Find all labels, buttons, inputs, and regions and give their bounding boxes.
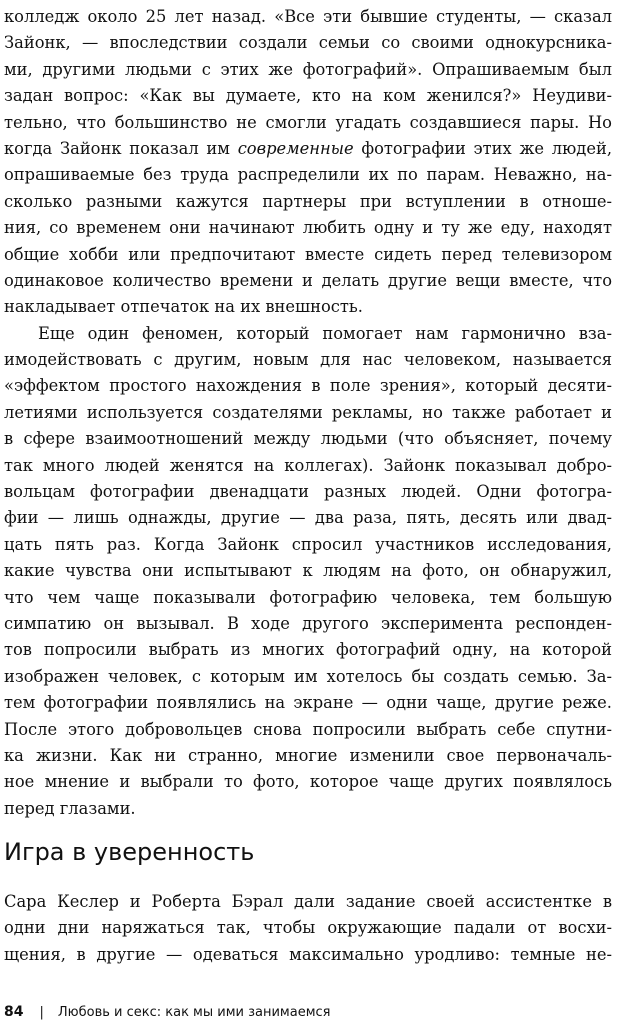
paragraph-2 <box>4 321 612 822</box>
text-line: После этого добровольцев снова попросили выбрать себе спутни- <box>4 719 612 739</box>
text-line: симпатию он вызывал. В ходе другого эксперимента респонден- <box>4 613 612 633</box>
text-line: ми, другими людьми с этих же фотографий». Опрашиваемым был <box>4 59 612 79</box>
text-line: колледж около 25 лет назад. «Все эти бывшие студенты, — сказал <box>4 7 612 26</box>
text-line: летиями используется создателями рекламы, но также работает и <box>4 402 612 422</box>
text-line <box>4 136 612 162</box>
text-line: имодействовать с другим, новым для нас человеком, называется <box>4 350 612 370</box>
text-line: Еще один феномен, который помогает нам гармонично вза- <box>38 323 612 343</box>
text-line: фии — лишь однажды, другие — два раза, пять, десять или двад- <box>4 508 612 528</box>
book-title: Любовь и секс: как мы ими занимаемся <box>57 1005 331 1020</box>
text-line: какие чувства они испытывают к людям на фото, он обнаружил, <box>4 561 612 581</box>
text-line: в сфере взаимоотношений между людьми (что объясняет, почему <box>4 429 612 449</box>
page-number: 84 <box>4 1004 24 1020</box>
text-fragment: фотографии этих же людей, <box>353 138 612 158</box>
paragraph-3 <box>4 889 612 968</box>
text-line: что чем чаще показывали фотографию человека, тем большую <box>4 587 612 607</box>
text-line: задан вопрос: «Как вы думаете, кто на ком женился?» Неудиви- <box>4 86 612 106</box>
text-line: Зайонк, — впоследствии создали семьи со своими однокурсника- <box>4 33 612 53</box>
section-heading: Игра в уверенность <box>4 838 255 866</box>
text-line: цать пять раз. Когда Зайонк спросил участников исследования, <box>4 534 612 554</box>
text-fragment: когда Зайонк показал им <box>4 138 238 158</box>
text-line: одинаковое количество времени и делать другие вещи вместе, что <box>4 270 612 290</box>
text-line: перед глазами. <box>4 798 136 818</box>
text-line: так много людей женятся на коллегах). Зайонк показывал добро- <box>4 455 612 475</box>
text-line: одни дни наряжаться так, чтобы окружающие падали от восхи- <box>4 918 612 938</box>
text-line: ния, со временем они начинают любить одну и ту же еду, находят <box>4 218 612 238</box>
text-line: Сара Кеслер и Роберта Бэрал дали задание своей ассистентке в <box>4 892 612 911</box>
text-line: вольцам фотографии двенадцати разных людей. Одни фотогра- <box>4 482 612 502</box>
emphasized-word: современные <box>237 138 354 158</box>
text-line: накладывает отпечаток на их внешность. <box>4 297 363 317</box>
text-line: ное мнение и выбрали то фото, которое чаще других появлялось <box>4 772 612 792</box>
text-line: общие хобби или предпочитают вместе сидеть перед телевизором <box>4 244 612 264</box>
text-line: «эффектом простого нахождения в поле зрения», который десяти- <box>4 376 612 396</box>
text-line: сколько разными кажутся партнеры при вступлении в отноше- <box>4 191 612 211</box>
text-line: ка жизни. Как ни странно, многие изменили свое первоначаль- <box>4 745 612 765</box>
page-footer <box>4 1004 604 1020</box>
text-line: опрашиваемые без труда распределили их по парам. Неважно, на- <box>4 165 612 185</box>
paragraph-1 <box>4 4 612 321</box>
body-text <box>4 4 612 822</box>
footer-separator: | <box>39 1005 44 1020</box>
text-line: тем фотографии появлялись на экране — одни чаще, другие реже. <box>4 693 612 713</box>
text-line: тов попросили выбрать из многих фотографий одну, на которой <box>4 640 612 660</box>
text-line: щения, в другие — одеваться максимально уродливо: темные не- <box>4 944 612 964</box>
text-line: тельно, что большинство не смогли угадать создавшиеся пары. Но <box>4 112 612 132</box>
text-line: изображен человек, с которым им хотелось бы создать семью. За- <box>4 666 612 686</box>
